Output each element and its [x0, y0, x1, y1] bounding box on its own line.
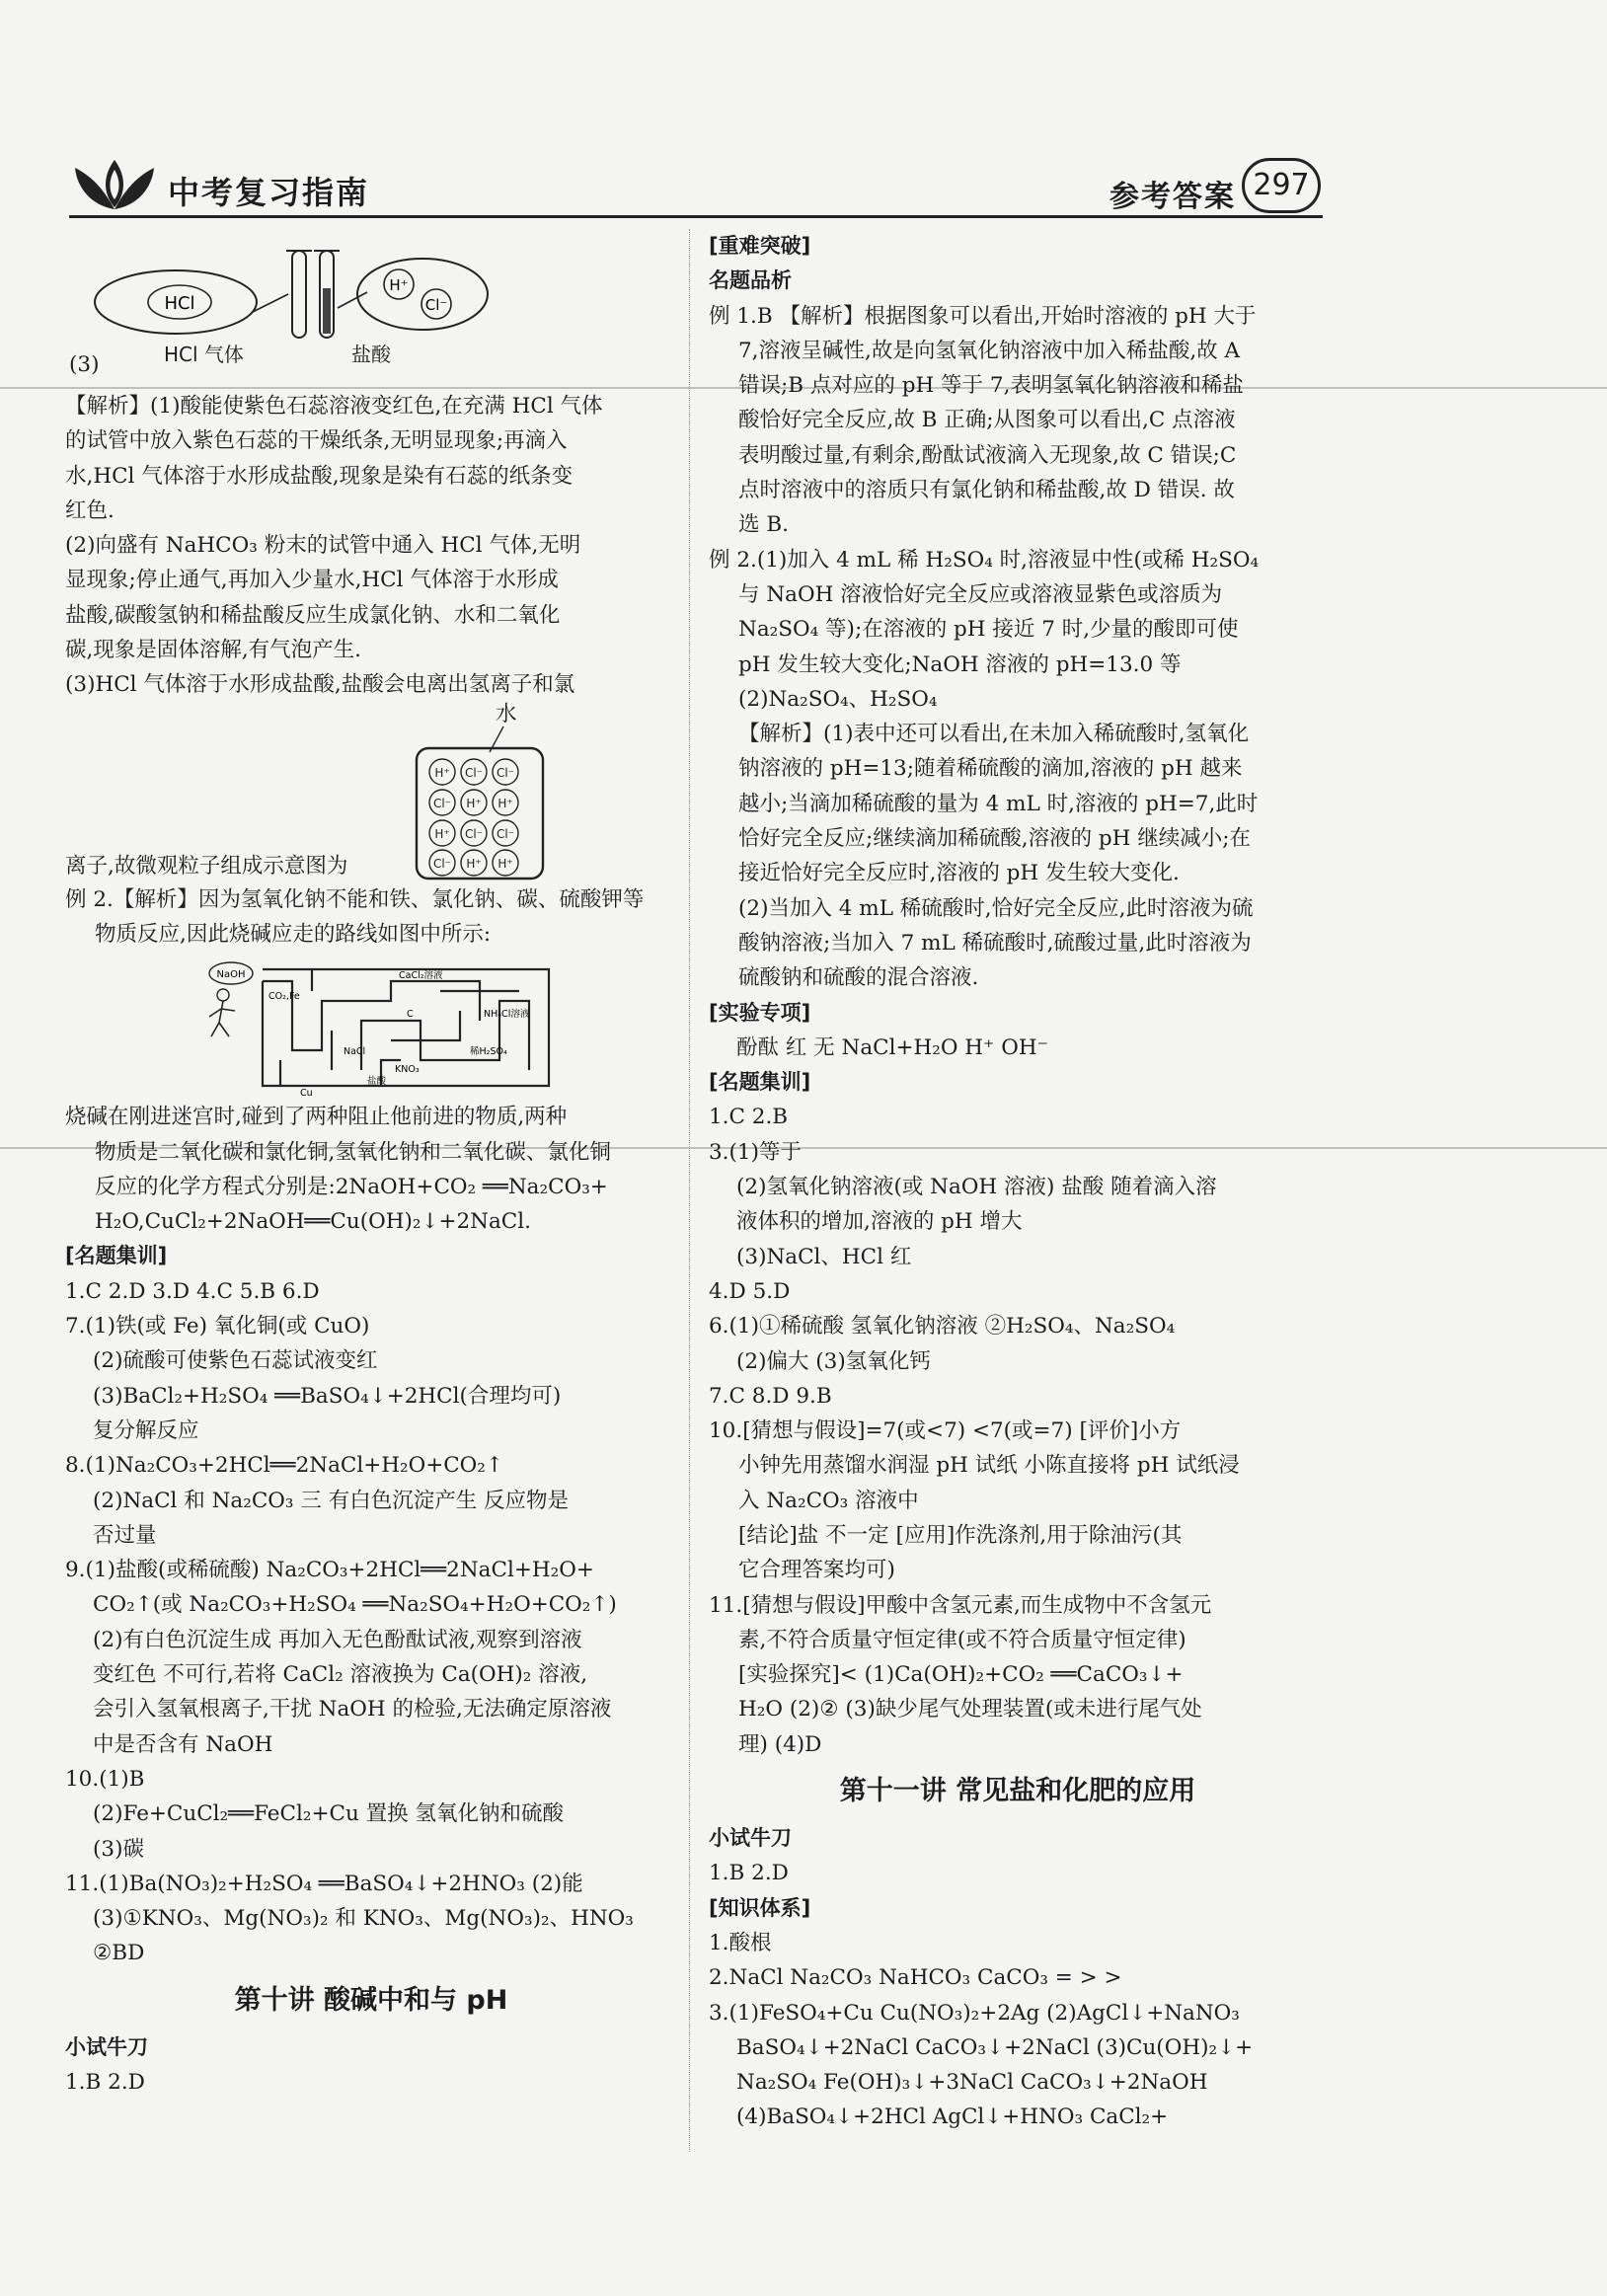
- example-line: 点时溶液中的溶质只有氯化钠和稀盐酸,故 D 错误. 故: [738, 478, 1235, 503]
- maze-label-cacl2: CaCl₂溶液: [399, 970, 443, 982]
- example-line: 例 2.(1)加入 4 mL 稀 H₂SO₄ 时,溶液显中性(或稀 H₂SO₄: [709, 547, 1260, 573]
- answer-line: H₂O (2)② (3)缺少尾气处理装置(或未进行尾气处: [738, 1697, 1202, 1722]
- answer-line: 酚酞 红 无 NaCl+H₂O H⁺ OH⁻: [736, 1034, 1048, 1060]
- answer-line: 理) (4)D: [738, 1731, 822, 1757]
- figure-ions-in-water: [65, 703, 677, 882]
- answer-line: 小钟先用蒸馏水润湿 pH 试纸 小陈直接将 pH 试纸浸: [738, 1453, 1240, 1479]
- subsection-title: 名题品析: [709, 268, 792, 293]
- answer-line: (2)氢氧化钠溶液(或 NaOH 溶液) 盐酸 随着滴入溶: [736, 1175, 1217, 1200]
- analysis-line: 【解析】(1)酸能使紫色石蕊溶液变红色,在充满 HCl 气体: [65, 394, 603, 419]
- answer-line: (2)硫酸可使紫色石蕊试液变红: [93, 1348, 378, 1374]
- example-line: pH 发生较大变化;NaOH 溶液的 pH=13.0 等: [738, 651, 1182, 677]
- ion-h: H⁺: [466, 796, 482, 810]
- ion-cl: Cl⁻: [432, 796, 452, 810]
- answer-line: 7.(1)铁(或 Fe) 氧化铜(或 CuO): [65, 1314, 370, 1339]
- header-rule: [69, 215, 1323, 218]
- book-logo-icon: [69, 158, 160, 213]
- analysis-line: (2)向盛有 NaHCO₃ 粉末的试管中通入 HCl 气体,无明: [65, 533, 581, 559]
- answer-line: (2)有白色沉淀生成 再加入无色酚酞试液,观察到溶液: [93, 1627, 582, 1652]
- example-line: 硫酸钠和硫酸的混合溶液.: [738, 965, 979, 991]
- analysis-line: H₂O,CuCl₂+2NaOH══Cu(OH)₂↓+2NaCl.: [95, 1209, 531, 1235]
- subsection-title: 小试牛刀: [65, 2034, 148, 2059]
- maze-label-c: C: [407, 1009, 414, 1021]
- example-line: Na₂SO₄ 等);在溶液的 pH 接近 7 时,少量的酸即可使: [738, 617, 1239, 643]
- answer-line: 11.[猜想与假设]甲酸中含氢元素,而生成物中不含氢元: [709, 1592, 1212, 1618]
- example-line: 例 2.【解析】因为氢氧化钠不能和铁、氯化钠、碳、硫酸钾等: [65, 886, 645, 912]
- answer-line: 4.D 5.D: [709, 1278, 791, 1304]
- answer-line: (2)偏大 (3)氢氧化钙: [736, 1348, 931, 1374]
- answer-line: 它合理答案均可): [738, 1558, 895, 1583]
- ion-h: H⁺: [497, 796, 513, 810]
- analysis-line: 红色.: [65, 497, 115, 523]
- answer-line: ②BD: [93, 1941, 145, 1966]
- page-number: 297: [1242, 158, 1321, 213]
- answer-line: 2.NaCl Na₂CO₃ NaHCO₃ CaCO₃ = > >: [709, 1965, 1122, 1991]
- section-tag-practice: [名题集训]: [65, 1244, 168, 1268]
- subsection-title: 小试牛刀: [709, 1826, 792, 1851]
- answer-line: 复分解反应: [93, 1417, 199, 1443]
- column-divider: [689, 229, 690, 2152]
- ion-cl: Cl⁻: [496, 826, 515, 841]
- answer-line: 1.酸根: [709, 1930, 772, 1955]
- answer-line: 3.(1)等于: [709, 1139, 802, 1165]
- answer-line: 1.B 2.D: [65, 2069, 145, 2095]
- answer-line: 变红色 不可行,若将 CaCl₂ 溶液换为 Ca(OH)₂ 溶液,: [93, 1662, 588, 1688]
- ion-cl: Cl⁻: [464, 826, 484, 841]
- beaker-ions-diagram: [411, 705, 549, 882]
- hcl-molecule-label: HCl: [164, 293, 195, 314]
- figure-hcl-vs-acid: [65, 229, 677, 389]
- answer-line: (3)①KNO₃、Mg(NO₃)₂ 和 KNO₃、Mg(NO₃)₂、HNO₃: [93, 1906, 634, 1932]
- example-line: 钠溶液的 pH=13;随着稀硫酸的滴加,溶液的 pH 越来: [738, 756, 1243, 782]
- maze-label-co2-fe: CO₂,Fe: [268, 991, 300, 1003]
- answer-line: 入 Na₂CO₃ 溶液中: [738, 1488, 919, 1513]
- answer-line: BaSO₄↓+2NaCl CaCO₃↓+2NaCl (3)Cu(OH)₂↓+: [736, 2034, 1254, 2060]
- answer-line: CO₂↑(或 Na₂CO₃+H₂SO₄ ══Na₂SO₄+H₂O+CO₂↑): [93, 1592, 617, 1618]
- analysis-line: 碳,现象是固体溶解,有气泡产生.: [65, 638, 362, 663]
- answer-line: 8.(1)Na₂CO₃+2HCl══2NaCl+H₂O+CO₂↑: [65, 1453, 503, 1479]
- example-line: 酸恰好完全反应,故 B 正确;从图象可以看出,C 点溶液: [738, 408, 1236, 433]
- example-line: 恰好完全反应;继续滴加稀硫酸,溶液的 pH 继续减小;在: [738, 826, 1252, 852]
- figure-label-hydrochloric-acid: 盐酸: [351, 343, 391, 366]
- ion-cl: Cl⁻: [432, 856, 452, 871]
- answer-line: 9.(1)盐酸(或稀硫酸) Na₂CO₃+2HCl══2NaCl+H₂O+: [65, 1558, 594, 1583]
- lecture-heading: 第十一讲 常见盐和化肥的应用: [839, 1776, 1196, 1807]
- maze-label-hcl: 盐酸: [367, 1076, 387, 1088]
- answer-line: [结论]盐 不一定 [应用]作洗涤剂,用于除油污(其: [738, 1522, 1183, 1548]
- analysis-line: (3)HCl 气体溶于水形成盐酸,盐酸会电离出氢离子和氯: [65, 672, 575, 698]
- maze-label-nacl: NaCl: [344, 1046, 366, 1058]
- analysis-line: 盐酸,碳酸氢钠和稀盐酸反应生成氯化钠、水和二氧化: [65, 602, 561, 628]
- example-line: 与 NaOH 溶液恰好完全反应或溶液显紫色或溶质为: [738, 581, 1223, 607]
- left-column: [65, 229, 677, 2100]
- page-header: [69, 158, 1323, 217]
- answer-line: 1.C 2.D 3.D 4.C 5.B 6.D: [65, 1278, 320, 1304]
- figure-label-3: (3): [69, 352, 100, 377]
- answer-line: (3)碳: [93, 1836, 144, 1862]
- analysis-line: 显现象;停止通气,再加入少量水,HCl 气体溶于水形成: [65, 568, 559, 593]
- water-label: 水: [496, 701, 517, 727]
- answer-line: 素,不符合质量守恒定律(或不符合质量守恒定律): [738, 1627, 1186, 1652]
- answer-line: [实验探究]< (1)Ca(OH)₂+CO₂ ══CaCO₃↓+: [738, 1662, 1184, 1688]
- ion-cl: Cl⁻: [464, 765, 484, 780]
- cl-ion-label: Cl⁻: [424, 296, 448, 314]
- ion-h: H⁺: [434, 826, 450, 841]
- analysis-line: 物质是二氧化碳和氯化铜,氢氧化钠和二氧化碳、氯化铜: [95, 1139, 611, 1165]
- analysis-line: 烧碱在刚进迷宫时,碰到了两种阻止他前进的物质,两种: [65, 1105, 568, 1130]
- h-ion-label: H⁺: [389, 276, 409, 294]
- answer-line: Na₂SO₄ Fe(OH)₃↓+3NaCl CaCO₃↓+2NaOH: [736, 2070, 1208, 2096]
- section-title: 参考答案: [1110, 180, 1236, 214]
- answer-line: 1.C 2.B: [709, 1105, 789, 1130]
- example-line: (2)Na₂SO₄、H₂SO₄: [738, 686, 938, 712]
- ion-h: H⁺: [466, 856, 482, 871]
- example-line: 选 B.: [738, 512, 789, 538]
- answer-line: 液体积的增加,溶液的 pH 增大: [736, 1209, 1023, 1235]
- ions-caption: 离子,故微观粒子组成示意图为: [65, 853, 348, 879]
- example-line: 表明酸过量,有剩余,酚酞试液滴入无现象,故 C 错误;C: [738, 442, 1237, 468]
- section-tag-practice: [名题集训]: [709, 1070, 811, 1095]
- analysis-line: 水,HCl 气体溶于水形成盐酸,现象是染有石蕊的纸条变: [65, 463, 574, 489]
- answer-line: 会引入氢氧根离子,干扰 NaOH 的检验,无法确定原溶液: [93, 1697, 612, 1722]
- answer-line: 10.[猜想与假设]=7(或<7) <7(或=7) [评价]小方: [709, 1418, 1182, 1444]
- maze-label-nh4cl: NH₄Cl溶液: [484, 1009, 530, 1021]
- maze-label-h2so4: 稀H₂SO₄: [470, 1046, 507, 1058]
- example-line: 物质反应,因此烧碱应走的路线如图中所示:: [95, 921, 492, 947]
- example-line: 酸钠溶液;当加入 7 mL 稀硫酸时,硫酸过量,此时溶液为: [738, 930, 1252, 956]
- ion-h: H⁺: [497, 856, 513, 871]
- answer-line: 中是否含有 NaOH: [93, 1731, 273, 1757]
- example-line: 错误;B 点对应的 pH 等于 7,表明氢氧化钠溶液和稀盐: [738, 373, 1244, 399]
- section-tag-key-difficulties: [重难突破]: [709, 234, 811, 258]
- maze-label-naoh: NaOH: [216, 969, 246, 981]
- section-tag-experiment: [实验专项]: [709, 1000, 811, 1025]
- figure-label-hcl-gas: HCl 气体: [164, 343, 244, 366]
- example-line: 7,溶液呈碱性,故是向氢氧化钠溶液中加入稀盐酸,故 A: [738, 338, 1241, 363]
- figure-maze: [65, 952, 677, 1100]
- answer-line: 否过量: [93, 1522, 157, 1548]
- answer-line: (3)BaCl₂+H₂SO₄ ══BaSO₄↓+2HCl(合理均可): [93, 1383, 562, 1409]
- answer-line: (2)NaCl 和 Na₂CO₃ 三 有白色沉淀产生 反应物是: [93, 1488, 570, 1513]
- example-line: 接近恰好完全反应时,溶液的 pH 发生较大变化.: [738, 861, 1180, 886]
- analysis-line: 反应的化学方程式分别是:2NaOH+CO₂ ══Na₂CO₃+: [95, 1174, 608, 1199]
- maze-diagram: [65, 952, 677, 1100]
- right-column: [709, 229, 1327, 2135]
- ion-cl: Cl⁻: [496, 765, 515, 780]
- answer-line: 1.B 2.D: [709, 1861, 789, 1886]
- answer-line: 10.(1)B: [65, 1766, 145, 1792]
- answer-line: 11.(1)Ba(NO₃)₂+H₂SO₄ ══BaSO₄↓+2HNO₃ (2)能: [65, 1871, 583, 1896]
- answer-line: (2)Fe+CuCl₂══FeCl₂+Cu 置换 氢氧化钠和硫酸: [93, 1801, 564, 1827]
- answer-line: 7.C 8.D 9.B: [709, 1383, 832, 1409]
- maze-label-kno3: KNO₃: [395, 1064, 420, 1076]
- book-title: 中考复习指南: [168, 174, 370, 211]
- example-line: 【解析】(1)表中还可以看出,在未加入稀硫酸时,氢氧化: [738, 722, 1250, 747]
- example-line: 例 1.B 【解析】根据图象可以看出,开始时溶液的 pH 大于: [709, 303, 1257, 329]
- answer-line: 3.(1)FeSO₄+Cu Cu(NO₃)₂+2Ag (2)AgCl↓+NaNO₃: [709, 2000, 1240, 2026]
- example-line: 越小;当滴加稀硫酸的量为 4 mL 时,溶液的 pH=7,此时: [738, 791, 1259, 816]
- example-line: (2)当加入 4 mL 稀硫酸时,恰好完全反应,此时溶液为硫: [738, 895, 1254, 921]
- ion-h: H⁺: [434, 765, 450, 780]
- answer-line: (3)NaCl、HCl 红: [736, 1244, 912, 1269]
- analysis-line: 的试管中放入紫色石蕊的干燥纸条,无明显现象;再滴入: [65, 428, 568, 454]
- maze-label-cu: Cu: [300, 1088, 313, 1100]
- answer-line: 6.(1)①稀硫酸 氢氧化钠溶液 ②H₂SO₄、Na₂SO₄: [709, 1314, 1176, 1339]
- answer-line: (4)BaSO₄↓+2HCl AgCl↓+HNO₃ CaCl₂+: [736, 2105, 1169, 2130]
- section-tag-knowledge-system: [知识体系]: [709, 1895, 811, 1920]
- lecture-heading: 第十讲 酸碱中和与 pH: [234, 1984, 508, 2016]
